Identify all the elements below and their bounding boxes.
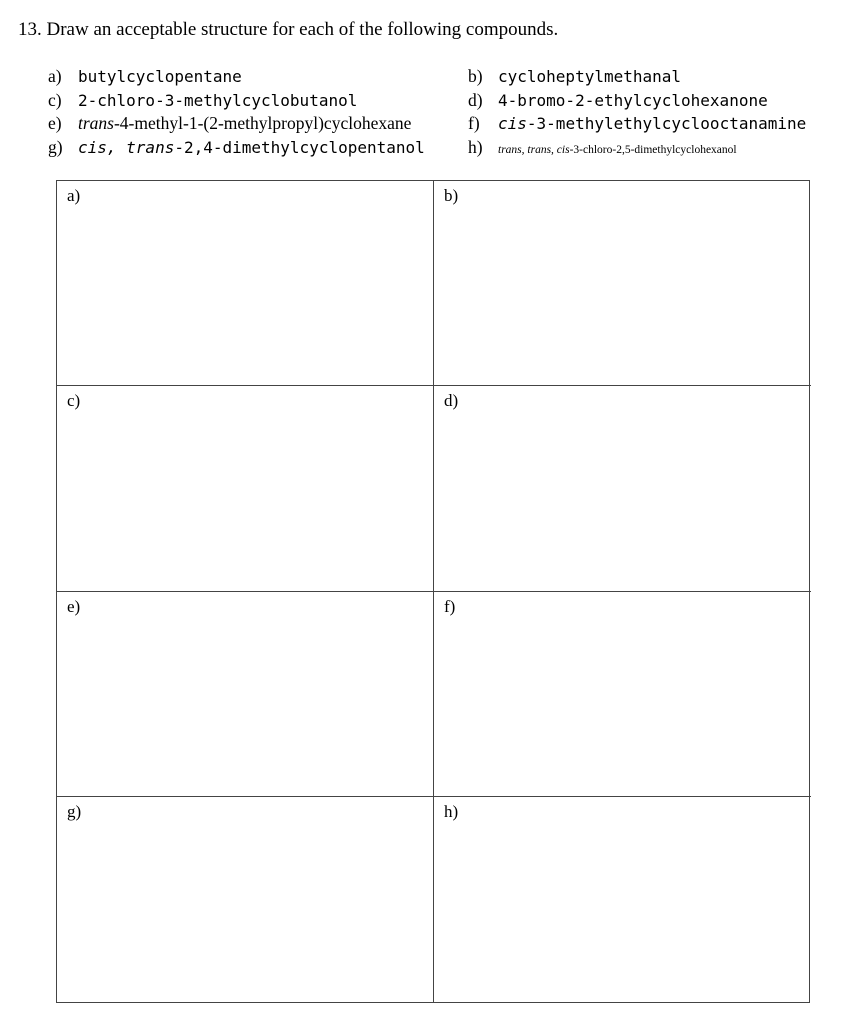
answer-box-label: e): [67, 596, 81, 616]
compound-list: [48, 66, 828, 160]
compound-h: [468, 137, 828, 161]
compound-letter: f): [468, 113, 480, 133]
answer-box-label: d): [444, 391, 459, 411]
compound-c: [48, 90, 468, 114]
compound-name: cis-3-methylethylcyclooctanamine: [498, 114, 807, 133]
compound-e: [48, 113, 468, 137]
compound-a: [48, 66, 468, 90]
compound-f: [468, 113, 828, 137]
compound-g: [48, 137, 468, 161]
answer-box-f[interactable]: [434, 592, 811, 797]
answer-box-c[interactable]: [57, 386, 434, 591]
answer-box-label: f): [444, 596, 456, 616]
answer-box-label: h): [444, 801, 459, 821]
compound-letter: b): [468, 66, 483, 86]
question-title: 13. Draw an acceptable structure for each of the following compounds.: [18, 19, 559, 40]
compound-name: cis, trans-2,4-dimethylcyclopentanol: [78, 137, 425, 157]
answer-box-e[interactable]: [57, 592, 434, 797]
compound-b: [468, 66, 828, 90]
compound-letter: h): [468, 136, 483, 157]
compound-letter: d): [468, 89, 483, 110]
answer-box-b[interactable]: [434, 181, 811, 386]
answer-grid: [56, 180, 810, 1003]
compound-name: 4-bromo-2-ethylcyclohexanone: [498, 90, 768, 110]
compound-name: trans-4-methyl-1-(2-methylpropyl)cyclohexane: [78, 113, 412, 133]
compound-letter: e): [48, 113, 62, 133]
answer-box-d[interactable]: [434, 386, 811, 591]
compound-name: 2-chloro-3-methylcyclobutanol: [78, 90, 358, 110]
answer-box-label: c): [67, 391, 81, 411]
answer-box-label: b): [444, 186, 459, 205]
answer-box-h[interactable]: [434, 797, 811, 1002]
compound-letter: c): [48, 89, 62, 110]
answer-box-a[interactable]: [57, 181, 434, 386]
compound-name: cycloheptylmethanal: [498, 67, 682, 86]
compound-letter: g): [48, 136, 63, 157]
answer-box-g[interactable]: [57, 797, 434, 1002]
answer-box-label: a): [67, 186, 81, 205]
compound-name: butylcyclopentane: [78, 67, 242, 86]
answer-box-label: g): [67, 801, 82, 821]
compound-d: [468, 90, 828, 114]
compound-name: trans, trans, cis-3-chloro-2,5-dimethylcyclohexanol: [498, 143, 737, 156]
compound-letter: a): [48, 66, 62, 86]
